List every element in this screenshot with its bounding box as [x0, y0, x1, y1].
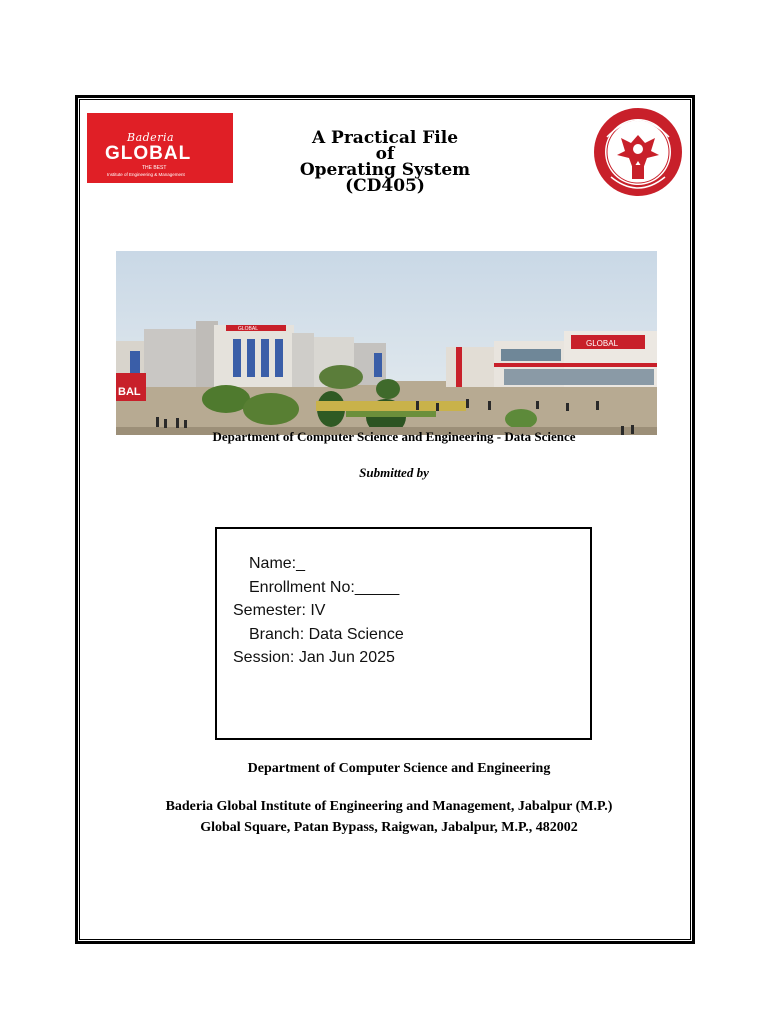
- student-info-box: [215, 527, 592, 740]
- student-semester: Semester: IV: [233, 602, 326, 619]
- title-block: [290, 130, 480, 194]
- logo-tagline: THE BEST: [142, 165, 167, 171]
- footer-department: Department of Computer Science and Engineering: [247, 761, 551, 776]
- footer-institute: Baderia Global Institute of Engineering and Management, Jabalpur (M.P.): [165, 799, 613, 814]
- logo-main-text: GLOBAL: [105, 143, 192, 164]
- campus-sign-right: GLOBAL: [586, 339, 619, 348]
- university-seal-icon: [591, 107, 685, 197]
- campus-photo: [116, 251, 657, 435]
- student-session: Session: Jan Jun 2025: [233, 649, 395, 666]
- footer-address: Global Square, Patan Bypass, Raigwan, Jabalpur, M.P., 482002: [200, 820, 578, 835]
- student-enrollment: Enrollment No:_____: [249, 579, 400, 596]
- title-line-3: Operating System: [299, 160, 471, 180]
- campus-sign-left: BAL: [118, 386, 141, 398]
- logo-script-text: Baderia: [127, 131, 175, 144]
- logo-subtitle: Institute of Engineering & Management: [107, 172, 185, 177]
- title-line-2: of: [375, 144, 395, 164]
- title-line-1: A Practical File: [311, 128, 459, 148]
- submitted-by-label: Submitted by: [359, 465, 429, 480]
- title-line-4: (CD405): [345, 176, 425, 196]
- student-name: Name:_: [249, 555, 306, 572]
- student-branch: Branch: Data Science: [249, 626, 404, 643]
- campus-sign-building: GLOBAL: [238, 326, 259, 332]
- department-data-science: Department of Computer Science and Engineering - Data Science: [212, 429, 576, 444]
- baderia-global-logo: [87, 113, 233, 183]
